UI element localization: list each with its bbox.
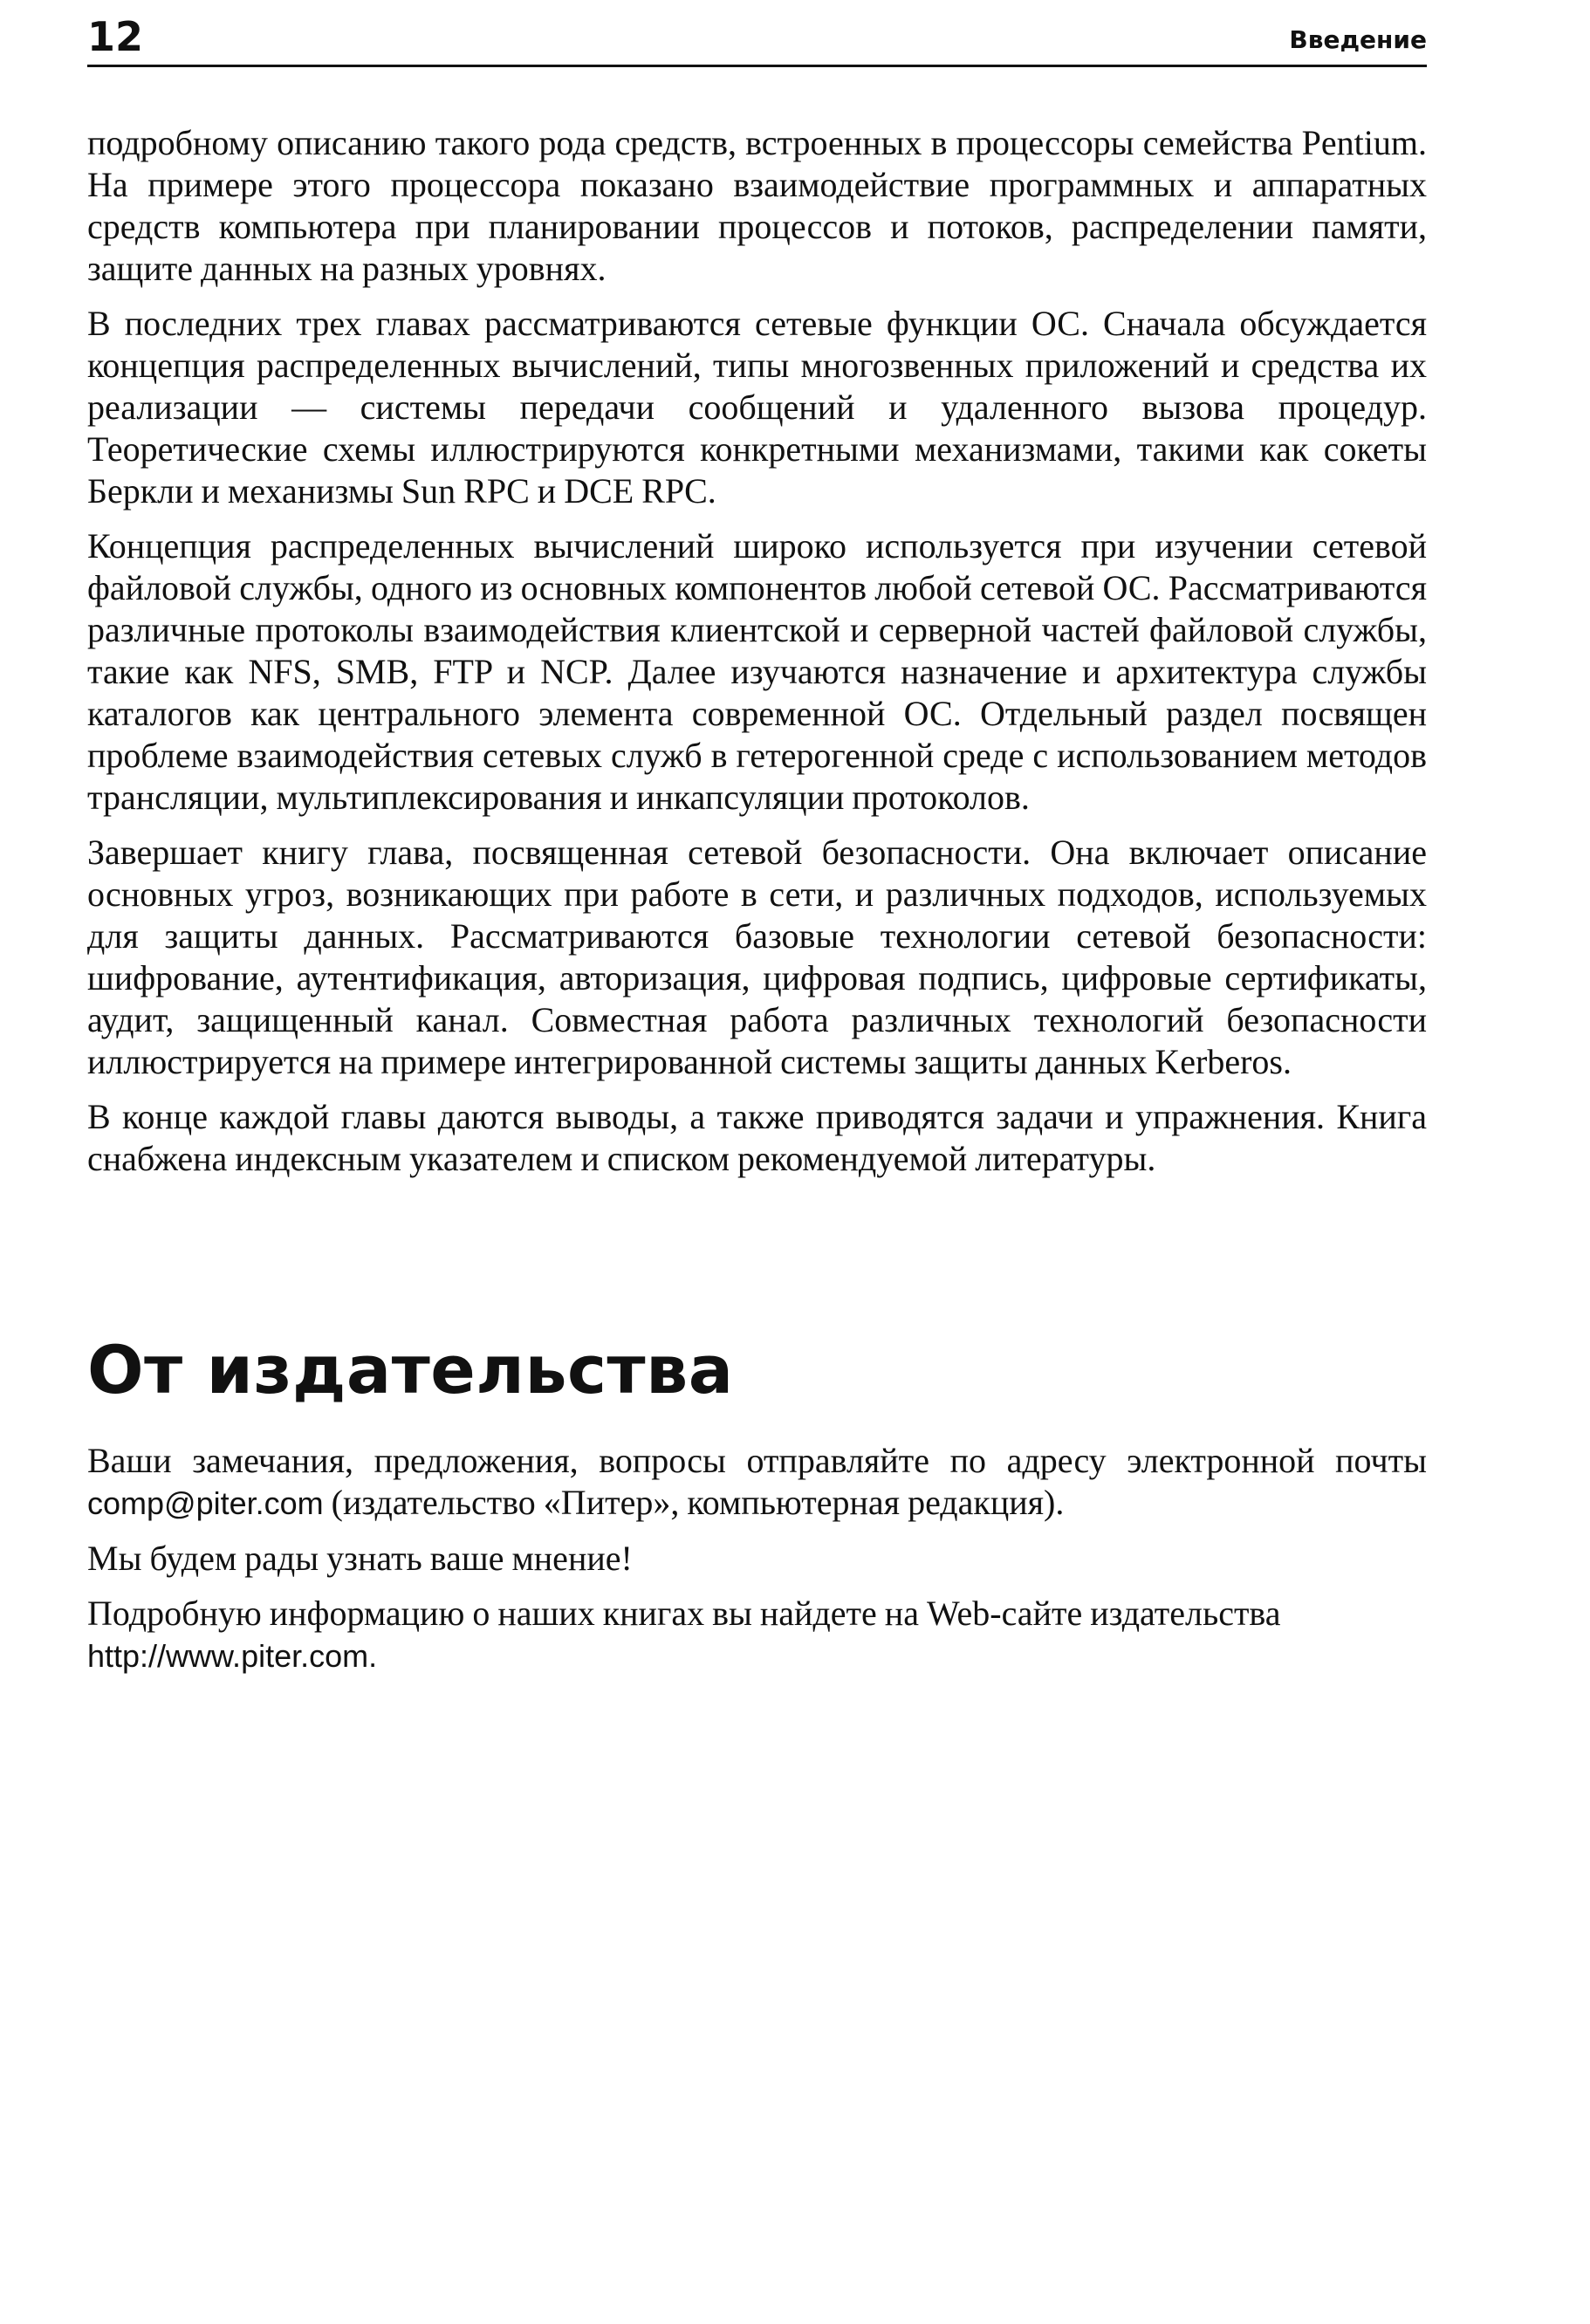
- running-header: [87, 9, 1427, 67]
- website-paragraph: [87, 1593, 1427, 1677]
- contact-text-end: (издательство «Питер», компьютерная редакция).: [323, 1483, 1065, 1522]
- feedback-paragraph: Мы будем рады узнать ваше мнение!: [87, 1539, 633, 1578]
- paragraph: В конце каждой главы даются выводы, а также приводятся задачи и упражнения. Книга снабжена индексным указателем и списком рекомендуемой литературы.: [87, 1097, 1427, 1178]
- paragraph: Завершает книгу глава, посвященная сетевой безопасности. Она включает описание основных угроз, возникающих при работе в сети, и различных подходов, используемых для защиты данных. Рассматриваются базовые технологии сетевой безопасности: шифрование, аутентификация, авторизация, цифровая подпись, цифровые сертификаты, аудит, защищенный канал. Совместная работа различных технологий безопасности иллюстрируется на примере интегрированной системы защиты данных Kerberos.: [87, 833, 1427, 1081]
- paragraph: В последних трех главах рассматриваются сетевые функции ОС. Сначала обсуждается концепция распределенных вычислений, типы многозвенных приложений и средства их реализации — системы передачи сообщений и удаленного вызова процедур. Теоретические схемы иллюстрируются конкретными механизмами, такими как сокеты Беркли и механизмы Sun RPC и DCE RPC.: [87, 304, 1427, 511]
- paragraph: Концепция распределенных вычислений широко используется при изучении сетевой файловой службы, одного из основных компонентов любой сетевой ОС. Рассматриваются различные протоколы взаимодействия клиентской и серверной частей файловой службы, такие как NFS, SMB, FTP и NCP. Далее изучаются назначение и архитектура службы каталогов как центрального элемента современной ОС. Отдельный раздел посвящен проблеме взаимодействия сетевых служб в гетерогенной среде с использованием методов трансляции, мультиплексирования и инкапсуляции протоколов.: [87, 526, 1427, 817]
- publisher-text: [87, 1440, 1427, 1690]
- website-link[interactable]: http://www.piter.com.: [87, 1638, 378, 1674]
- email-link[interactable]: comp@piter.com: [87, 1485, 324, 1521]
- section-heading: От издательства: [87, 1331, 734, 1409]
- paragraph: подробному описанию такого рода средств, встроенных в процессоры семейства Pentium. На примере этого процессора показано взаимодействие программных и аппаратных средств компьютера при планировании процессов и потоков, распределении памяти, защите данных на разных уровнях.: [87, 123, 1427, 288]
- section-title: Введение: [1289, 25, 1427, 54]
- contact-text: Ваши замечания, предложения, вопросы отправляйте по адресу электронной почты: [87, 1441, 1427, 1480]
- contact-paragraph: [87, 1440, 1427, 1525]
- website-text: Подробную информацию о наших книгах вы найдете на Web-сайте издательства: [87, 1594, 1281, 1633]
- intro-text: [87, 122, 1427, 1193]
- page-number: 12: [87, 13, 144, 60]
